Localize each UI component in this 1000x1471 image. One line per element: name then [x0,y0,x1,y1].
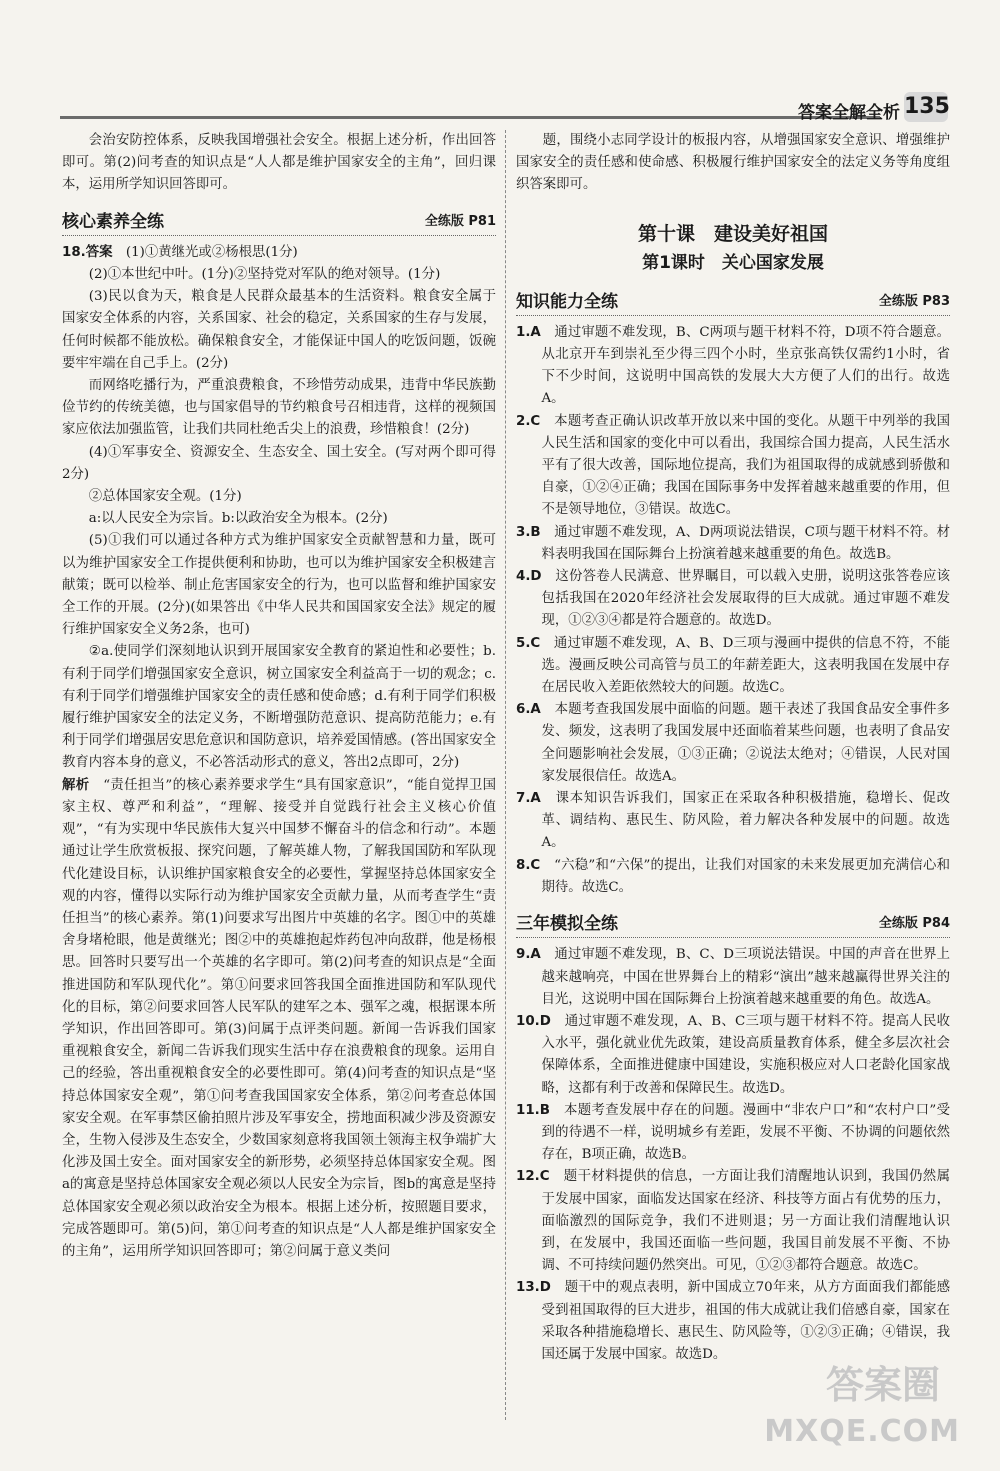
analysis-text: “责任担当”的核心素养要求学生“具有国家意识”，“能自觉捍卫国家主权、尊严和利益”，“理解、接受并自觉践行社会主义核心价值观”，“有为实现中华民族伟大复兴中国梦不懈奋斗的信念和行动”。本题通过让学生欣赏板报、探究问题，了解英雄人物，了解我国国防和军队现代化建设目标，认识维护国家粮食安全的必要性，掌握坚持总体国家安全观的内容，懂得以实际行动为维护国家安全贡献力量，从而考查学生“责任担当”的核心素养。第(1)问要求写出图片中英雄的名字。图①中的英雄舍身堵枪眼，他是黄继光；图②中的英雄抱起炸药包冲向敌群，他是杨根思。回答时只要写出一个英雄的名字即可。第(2)问考查的知识点是“全面推进国防和军队现代化”。第①问要求回答我国全面推进国防和军队现代化的目标，第②问要求回答人民军队的建军之本、强军之魂，根据课本所学知识，作出回答即可。第(3)问属于点评类问题。新闻一告诉我们国家重视粮食安全，新闻二告诉我们现实生活中存在浪费粮食的现象。运用自己的经验，答出重视粮食安全的必要性即可。第(4)问考查的知识点是“坚持总体国家安全观”，第①问考查我国国家安全体系，第②问考查总体国家安全观。在军事禁区偷拍照片涉及军事安全，捞地面积减少涉及资源安全，生物入侵涉及生态安全，少数国家刻意将我国领土领海主权争端扩大化涉及国土安全。面对国家安全的新形势，必须坚持总体国家安全观。图a的寓意是坚持总体国家安全观必须以人民安全为宗旨，图b的寓意是坚持总体国家安全观必须以政治安全为根本。根据上述分析，按照题目要求，完成答题即可。第(5)问，第①问考查的知识点是“人人都是维护国家安全的主角”，运用所学知识回答即可；第②问属于意义类问 [62,777,497,1259]
left-intro: 会治安防控体系，反映我国增强社会安全。根据上述分析，作出回答即可。第(2)问考查的知识点是“人人都是维护国家安全的主角”，回归课本，运用所学知识回答即可。 [62,133,496,193]
question-item: 5.C 通过审题不难发现，A、B、D三项与漫画中提供的信息不符，不能选。漫画反映公司高管与员工的年薪差距大，这表明我国在发展中存在居民收入差距依然较大的问题。故选C。 [516,635,950,696]
answer-line: (3)民以食为天，粮食是人民群众最基本的生活资料。粮食安全属于国家安全体系的内容，关系国家、社会的稳定，关系国家的生存与发展，任何时候都不能放松。确保粮食安全，才能保证中国人的吃饭问题，饭碗要牢牢端在自己手上。(2分) [62,289,496,371]
question-item: 8.C “六稳”和“六保”的提出，让我们对国家的未来发展更加充满信心和期待。故选C。 [516,857,950,895]
question-item: 10.D 通过审题不难发现，A、B、C三项与题干材料不符。提高人民收入水平，强化就业优先政策，建设高质量教育体系，健全多层次社会保障体系，全面推进健康中国建设，实施积极应对人口老龄化国家战略，这都有利于改善和保障民生。故选D。 [516,1013,950,1096]
section-header-core [62,211,496,236]
question-item: 12.C 题干材料提供的信息，一方面让我们清醒地认识到，我国仍然属于发展中国家，面临发达国家在经济、科技等方面占有优势的压力，面临激烈的国际竞争，我们不进则退；另一方面让我们清醒地认识到，在发展中，我国还面临一些问题，我国目前发展不平衡、不协调、不可持续问题仍然突出。可见，①②③都符合题意。故选C。 [516,1169,951,1274]
right-column [516,130,950,1366]
question-item: 1.A 通过审题不难发现，B、C两项与题干材料不符，D项不符合题意。从北京开车到崇礼至少得三四个小时，坐京张高铁仅需约1小时，省下不少时间，这说明中国高铁的发展大大方便了人们的出行。故选A。 [516,324,951,407]
answer-line: (2)①本世纪中叶。(1分)②坚持党对军队的绝对领导。(1分) [88,267,441,283]
section-name: 核心素养全练 [62,211,164,232]
answer-line: ②总体国家安全观。(1分) [88,489,242,505]
answer-line: (5)①我们可以通过各种方式为维护国家安全贡献智慧和力量，既可以为维护国家安全工作提供便利和协助，也可以为维护国家安全积极建言献策；既可以检举、制止危害国家安全的行为，也可以监督和维护国家安全工作的开展。(2分)(如果答出《中华人民共和国国家安全法》规定的履行维护国家安全义务2条，也可) [62,533,496,638]
question-item: 6.A 本题考查我国发展中面临的问题。题干表述了我国食品安全事件多发、频发，这表明了我国发展中还面临着某些问题，也表明了食品安全问题影响社会发展，①③正确；②说法太绝对；④错误，人民对国家发展很信任。故选A。 [516,702,950,784]
section-ref: 全练版 P83 [878,293,950,309]
right-intro: 题，围绕小志同学设计的板报内容，从增强国家安全意识、增强维护国家安全的责任感和使命感、积极履行维护国家安全的法定义务等角度组织答案即可。 [516,133,950,193]
column-divider [505,130,506,1420]
watermark-logo: 答案圈 [825,1363,940,1407]
question-item: 13.D 题干中的观点表明，新中国成立70年来，从方方面面我们都能感受到祖国取得的巨大进步，祖国的伟大成就让我们倍感自豪，国家在采取各种措施稳增长、惠民生、防风险等，①②③正确；④错误，我国还属于发展中国家。故选D。 [516,1280,950,1362]
section-name: 知识能力全练 [516,291,618,312]
lesson-subtitle: 第1课时 关心国家发展 [642,252,824,273]
question-item: 7.A 课本知识告诉我们，国家正在采取各种积极措施，稳增长、促改革、调结构、惠民生、防风险，着力解决各种发展中的问题。故选A。 [516,791,951,851]
question-item: 11.B 本题考查发展中存在的问题。漫画中“非农户口”和“农村户口”受到的待遇不一样，说明城乡有差距，发展不平衡、不协调的问题依然存在，B项正确，故选B。 [516,1102,950,1163]
answer-line: a:以人民安全为宗旨。b:以政治安全为根本。(2分) [88,511,388,527]
analysis-label: 解析 [62,777,90,793]
question-item: 4.D 这份答卷人民满意、世界瞩目，可以载入史册，说明这张答卷应该包括我国在2020年经济社会发展取得的巨大成就。通过审题不难发现，①②③④都是符合题意的。故选D。 [516,569,951,629]
question-item: 3.B 通过审题不难发现，A、D两项说法错误，C项与题干材料不符。材料表明我国在国际舞台上扮演着越来越重要的角色。故选B。 [516,524,950,562]
question-item: 9.A 通过审题不难发现，B、C、D三项说法错误。中国的声音在世界上越来越响亮，中国在世界舞台上的精彩“演出”越来越赢得世界关注的目光，这说明中国在国际舞台上扮演着越来越重要的角色。故选A。 [516,947,951,1007]
left-column [62,130,496,1263]
answer-line: 18.答案 (1)①黄继光或②杨根思(1分) [62,244,298,260]
page-number: 135 [904,92,948,122]
section-header-knowledge [516,291,950,316]
section-ref: 全练版 P81 [424,213,496,229]
header-title: 答案全解全析 [798,103,900,123]
lesson-title: 第十课 建设美好祖国 [637,222,828,245]
answer-label: 18.答案 [62,244,113,260]
header-rule [60,116,880,119]
section-name: 三年模拟全练 [516,914,618,935]
watermark-url: MXQE.COM [764,1414,960,1449]
answer-line: 而网络吃播行为，严重浪费粮食，不珍惜劳动成果，违背中华民族勤俭节约的传统美德，也与国家倡导的节约粮食号召相违背，这样的视频国家应依法加强监管，让我们共同杜绝舌尖上的浪费，珍惜粮食！(2分) [62,378,496,438]
section-ref: 全练版 P84 [878,916,950,932]
answer-line: ②a.使同学们深刻地认识到开展国家安全教育的紧迫性和必要性；b.有利于同学们增强国家安全意识，树立国家安全利益高于一切的观念；c.有利于同学们增强维护国家安全的责任感和使命感；d.有利于同学们积极履行维护国家安全的法定义务，不断增强防范意识、提高防范能力；e.有利于同学们增强居安思危意识和国防意识，培养爱国情感。(答出国家安全教育内容本身的意义，不必答活动形式的意义，答出2点即可，2分) [62,644,496,771]
answer-line: (4)①军事安全、资源安全、生态安全、国土安全。(写对两个即可得2分) [62,444,496,482]
section-header-mock [516,913,950,938]
question-item: 2.C 本题考查正确认识改革开放以来中国的变化。从题干中列举的我国人民生活和国家的变化中可以看出，我国综合国力提高，人民生活水平有了很大改善，国际地位提高，我们为祖国取得的成就感到骄傲和自豪，①②④正确；我国在国际事务中发挥着越来越重要的作用，但不是领导地位，③错误。故选C。 [516,413,951,518]
analysis-block [62,775,496,1263]
